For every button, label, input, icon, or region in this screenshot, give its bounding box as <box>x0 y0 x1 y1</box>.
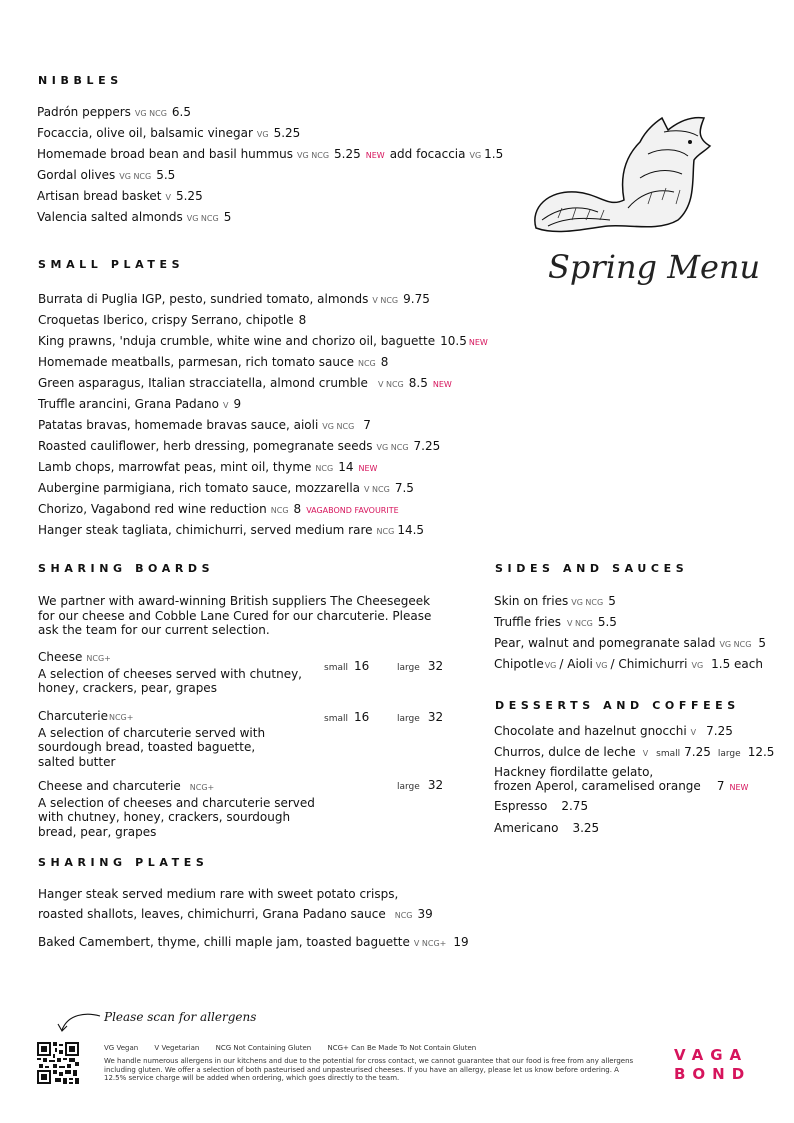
menu-item <box>37 147 503 168</box>
item-name: Gordal olives <box>37 168 116 182</box>
item-name: King prawns, 'nduja crumble, white wine and chorizo oil, baguette <box>38 334 436 348</box>
menu-item <box>494 799 588 813</box>
item-price: 1.5 each <box>711 657 763 671</box>
item-price: 7.25 <box>706 724 733 738</box>
size-label: small <box>324 663 348 673</box>
legend-label: Can Be Made To Not Contain Gluten <box>351 1044 477 1052</box>
menu-item <box>38 439 488 460</box>
item-name: Roasted cauliflower, herb dressing, pomegranate seeds <box>38 439 373 453</box>
item-name: Americano <box>494 821 559 835</box>
item-tags: VG NCG <box>186 214 219 223</box>
item-tags: V <box>165 193 171 202</box>
item-price: 5 <box>223 210 232 224</box>
small-plates-heading: SMALL PLATES <box>38 258 185 271</box>
item-price: 8 <box>298 313 307 327</box>
item-tags: V NCG+ <box>413 939 447 948</box>
item-tags: NCG <box>357 359 376 368</box>
size-label: large <box>397 782 420 792</box>
item-name: / Chimichurri <box>610 657 688 671</box>
item-price: 7 <box>363 418 371 432</box>
item-price: 12.5 <box>747 745 775 759</box>
item-tags: VG NCG <box>119 172 152 181</box>
menu-item <box>38 313 488 334</box>
new-badge: NEW <box>432 380 452 389</box>
legend-label: Vegetarian <box>161 1044 200 1052</box>
menu-item <box>494 636 766 657</box>
item-description: A selection of charcuterie served with sourdough bread, toasted baguette, salted butter <box>38 725 266 769</box>
item-price: 16 <box>353 659 370 673</box>
item-name: / Aioli <box>559 657 593 671</box>
item-tags: VG <box>544 661 557 670</box>
item-tags: NCG+ <box>108 713 134 722</box>
item-price: 5.5 <box>597 615 617 629</box>
item-description: A selection of cheeses served with chutney, honey, crackers, pear, grapes <box>38 666 302 695</box>
item-price: 32 <box>427 659 444 673</box>
board-large-price <box>397 706 443 725</box>
item-name: Cheese and charcuterie <box>38 779 181 793</box>
item-name: Hackney fiordilatte gelato, <box>494 765 654 779</box>
item-name: Lamb chops, marrowfat peas, mint oil, thyme <box>38 460 312 474</box>
item-name: roasted shallots, leaves, chimichurri, Grana Padano sauce <box>38 907 386 921</box>
menu-item <box>38 481 488 502</box>
item-tags: NCG+ <box>189 783 215 792</box>
scan-allergens-text: Please scan for allergens <box>104 1010 257 1024</box>
item-tags: VG <box>691 661 704 670</box>
item-price: 5.25 <box>175 189 203 203</box>
menu-item <box>38 418 488 439</box>
item-name: Valencia salted almonds <box>37 210 183 224</box>
menu-item <box>38 292 488 313</box>
legend-label: Vegan <box>116 1044 139 1052</box>
menu-item <box>494 724 733 740</box>
item-name: Chocolate and hazelnut gnocchi <box>494 724 687 738</box>
new-badge: NEW <box>729 783 749 792</box>
item-tags: NCG+ <box>86 654 111 663</box>
item-tags: VG <box>256 130 269 139</box>
size-label: small <box>656 749 681 759</box>
sharing-plates-heading: SHARING PLATES <box>38 856 209 869</box>
item-tags: NCG <box>315 464 334 473</box>
item-price: 3.25 <box>572 821 600 835</box>
board-large-price <box>397 774 443 793</box>
item-price: 1.5 <box>484 147 504 161</box>
item-price: 8 <box>380 355 389 369</box>
item-name: Aubergine parmigiana, rich tomato sauce, mozzarella <box>38 481 361 495</box>
new-badge: NEW <box>365 151 385 160</box>
legend-code: NCG+ <box>327 1044 349 1052</box>
item-price: 7.5 <box>394 481 414 495</box>
menu-item <box>38 334 488 355</box>
legend-label: Not Containing Gluten <box>233 1044 312 1052</box>
item-tags: V NCG <box>372 296 399 305</box>
item-price: 14.5 <box>397 523 425 537</box>
board-small-price <box>324 706 369 725</box>
item-price: 7.25 <box>413 439 441 453</box>
sharing-plate-item <box>38 935 469 951</box>
legend-code: NCG <box>215 1044 232 1052</box>
item-name: Hanger steak served medium rare with sweet potato crisps, <box>38 887 399 901</box>
item-price: 14 <box>338 460 354 474</box>
item-name: Homemade meatballs, parmesan, rich tomato sauce <box>38 355 354 369</box>
menu-item <box>494 765 748 795</box>
item-price: 6.5 <box>171 105 191 119</box>
allergen-legend <box>104 1044 476 1053</box>
item-tags: VG NCG <box>376 443 409 452</box>
item-tags: VG NCG <box>297 151 330 160</box>
size-label: small <box>324 714 348 724</box>
item-tags: VG <box>595 661 608 670</box>
menu-item <box>494 745 774 761</box>
menu-item <box>38 460 488 481</box>
menu-item <box>494 594 766 615</box>
item-price: 5.25 <box>273 126 301 140</box>
logo-line: BOND <box>674 1065 752 1083</box>
item-tags: V <box>222 401 229 410</box>
vagabond-logo <box>674 1046 751 1084</box>
item-tags: NCG <box>270 506 289 515</box>
item-tags: V NCG <box>377 380 404 389</box>
board-small-price <box>324 655 369 674</box>
item-price: 5.25 <box>334 147 361 161</box>
sides-list <box>494 594 766 678</box>
legend-code: V <box>154 1044 160 1052</box>
menu-item <box>494 821 599 835</box>
item-name: Pear, walnut and pomegranate salad <box>494 636 716 650</box>
item-name: frozen Aperol, caramelised orange <box>494 779 701 793</box>
item-name: Skin on fries <box>494 594 569 608</box>
size-label: large <box>717 749 741 759</box>
spring-menu-title: Spring Menu <box>548 248 761 286</box>
item-tags: V <box>690 728 697 737</box>
item-price: 8.5 <box>408 376 428 390</box>
item-tags: VG NCG <box>719 640 752 649</box>
item-price: 2.75 <box>561 799 589 813</box>
nibbles-list <box>37 105 503 231</box>
logo-line: VAGA <box>674 1046 749 1064</box>
item-tags: NCG <box>394 911 413 920</box>
menu-item <box>38 355 488 376</box>
item-price: 7.25 <box>684 745 711 759</box>
item-price: 5 <box>608 594 616 608</box>
menu-item <box>37 189 503 210</box>
item-name: Focaccia, olive oil, balsamic vinegar <box>37 126 253 140</box>
item-name: Croquetas Iberico, crispy Serrano, chipotle <box>38 313 294 327</box>
sides-heading: SIDES AND SAUCES <box>495 562 689 575</box>
arrow-icon <box>56 1010 102 1036</box>
desserts-heading: DESSERTS AND COFFEES <box>495 699 740 712</box>
board-item <box>38 650 318 696</box>
item-price: 9 <box>233 397 242 411</box>
item-price: 5 <box>758 636 767 650</box>
item-tags: V <box>642 749 649 758</box>
item-name: Chorizo, Vagabond red wine reduction <box>38 502 267 516</box>
size-label: large <box>397 714 420 724</box>
item-name: Padrón peppers <box>37 105 131 119</box>
item-tags: VG NCG <box>134 109 167 118</box>
item-price: 7 <box>716 779 725 793</box>
item-extra: add focaccia <box>389 147 466 161</box>
item-name: Truffle arancini, Grana Padano <box>38 397 219 411</box>
board-item <box>38 709 283 769</box>
item-name: Burrata di Puglia IGP, pesto, sundried tomato, almonds <box>38 292 369 306</box>
item-name: Charcuterie <box>38 709 108 723</box>
menu-item <box>494 615 766 636</box>
small-plates-list <box>38 292 488 544</box>
sharing-plate-item <box>38 887 433 923</box>
qr-code-icon[interactable] <box>37 1042 79 1084</box>
item-price: 8 <box>293 502 302 516</box>
item-price: 39 <box>417 907 433 921</box>
menu-item <box>37 168 503 189</box>
item-name: Hanger steak tagliata, chimichurri, served medium rare <box>38 523 373 537</box>
item-name: Espresso <box>494 799 548 813</box>
nibbles-heading: NIBBLES <box>38 74 123 87</box>
item-tags: V NCG <box>364 485 390 494</box>
item-price: 19 <box>453 935 469 949</box>
item-tags: VG NCG <box>322 422 355 431</box>
board-item <box>38 779 318 839</box>
item-name: Baked Camembert, thyme, chilli maple jam, toasted baguette <box>38 935 410 949</box>
item-name: Patatas bravas, homemade bravas sauce, aioli <box>38 418 319 432</box>
sharing-boards-heading: SHARING BOARDS <box>38 562 215 575</box>
item-price: 10.5 <box>440 334 467 348</box>
new-badge: NEW <box>358 464 378 473</box>
item-name: Homemade broad bean and basil hummus <box>37 147 294 161</box>
sharing-boards-intro: We partner with award-winning British suppliers The Cheesegeek for our cheese and Cobble Lane Cured for our charcuterie. Please ask the team for our current selection. <box>38 594 432 637</box>
item-name: Artisan bread basket <box>37 189 162 203</box>
menu-item <box>37 105 503 126</box>
item-price: 9.75 <box>403 292 430 306</box>
menu-item <box>38 376 488 397</box>
item-name: Chipotle <box>494 657 544 671</box>
menu-item <box>38 397 488 418</box>
sauces-item <box>494 657 766 678</box>
item-tags: V NCG <box>567 619 593 628</box>
item-name: Green asparagus, Italian stracciatella, almond crumble <box>38 376 368 390</box>
item-tags: NCG <box>376 527 395 536</box>
size-label: large <box>397 663 420 673</box>
item-price: 5.5 <box>156 168 176 182</box>
legend-code: VG <box>104 1044 115 1052</box>
new-badge: NEW <box>468 338 488 347</box>
fox-illustration <box>528 108 718 238</box>
menu-item <box>37 126 503 147</box>
menu-item <box>37 210 503 231</box>
item-name: Truffle fries <box>494 615 562 629</box>
board-large-price <box>397 655 443 674</box>
new-badge: VAGABOND FAVOURITE <box>306 506 399 515</box>
menu-item <box>38 523 488 544</box>
item-price: 32 <box>427 778 444 792</box>
menu-item <box>38 502 488 523</box>
item-name: Churros, dulce de leche <box>494 745 636 759</box>
allergen-disclaimer: We handle numerous allergens in our kitchens and due to the potential for cross contact, we cannot guarantee that our food is free from any allergens including gluten. We offer a selection of both pasteurised and unpasteurised cheeses. If you have an allergy, please let us know before ordering. A 12.5% service charge will be added when ordering, which goes directly to the team. <box>104 1057 634 1082</box>
item-tags: VG <box>469 151 482 160</box>
item-price: 16 <box>353 710 370 724</box>
item-price: 32 <box>427 710 444 724</box>
item-description: A selection of cheeses and charcuterie served with chutney, honey, crackers, sourdough bread, pear, grapes <box>38 795 315 839</box>
item-tags: VG NCG <box>571 598 604 607</box>
item-name: Cheese <box>38 650 83 664</box>
